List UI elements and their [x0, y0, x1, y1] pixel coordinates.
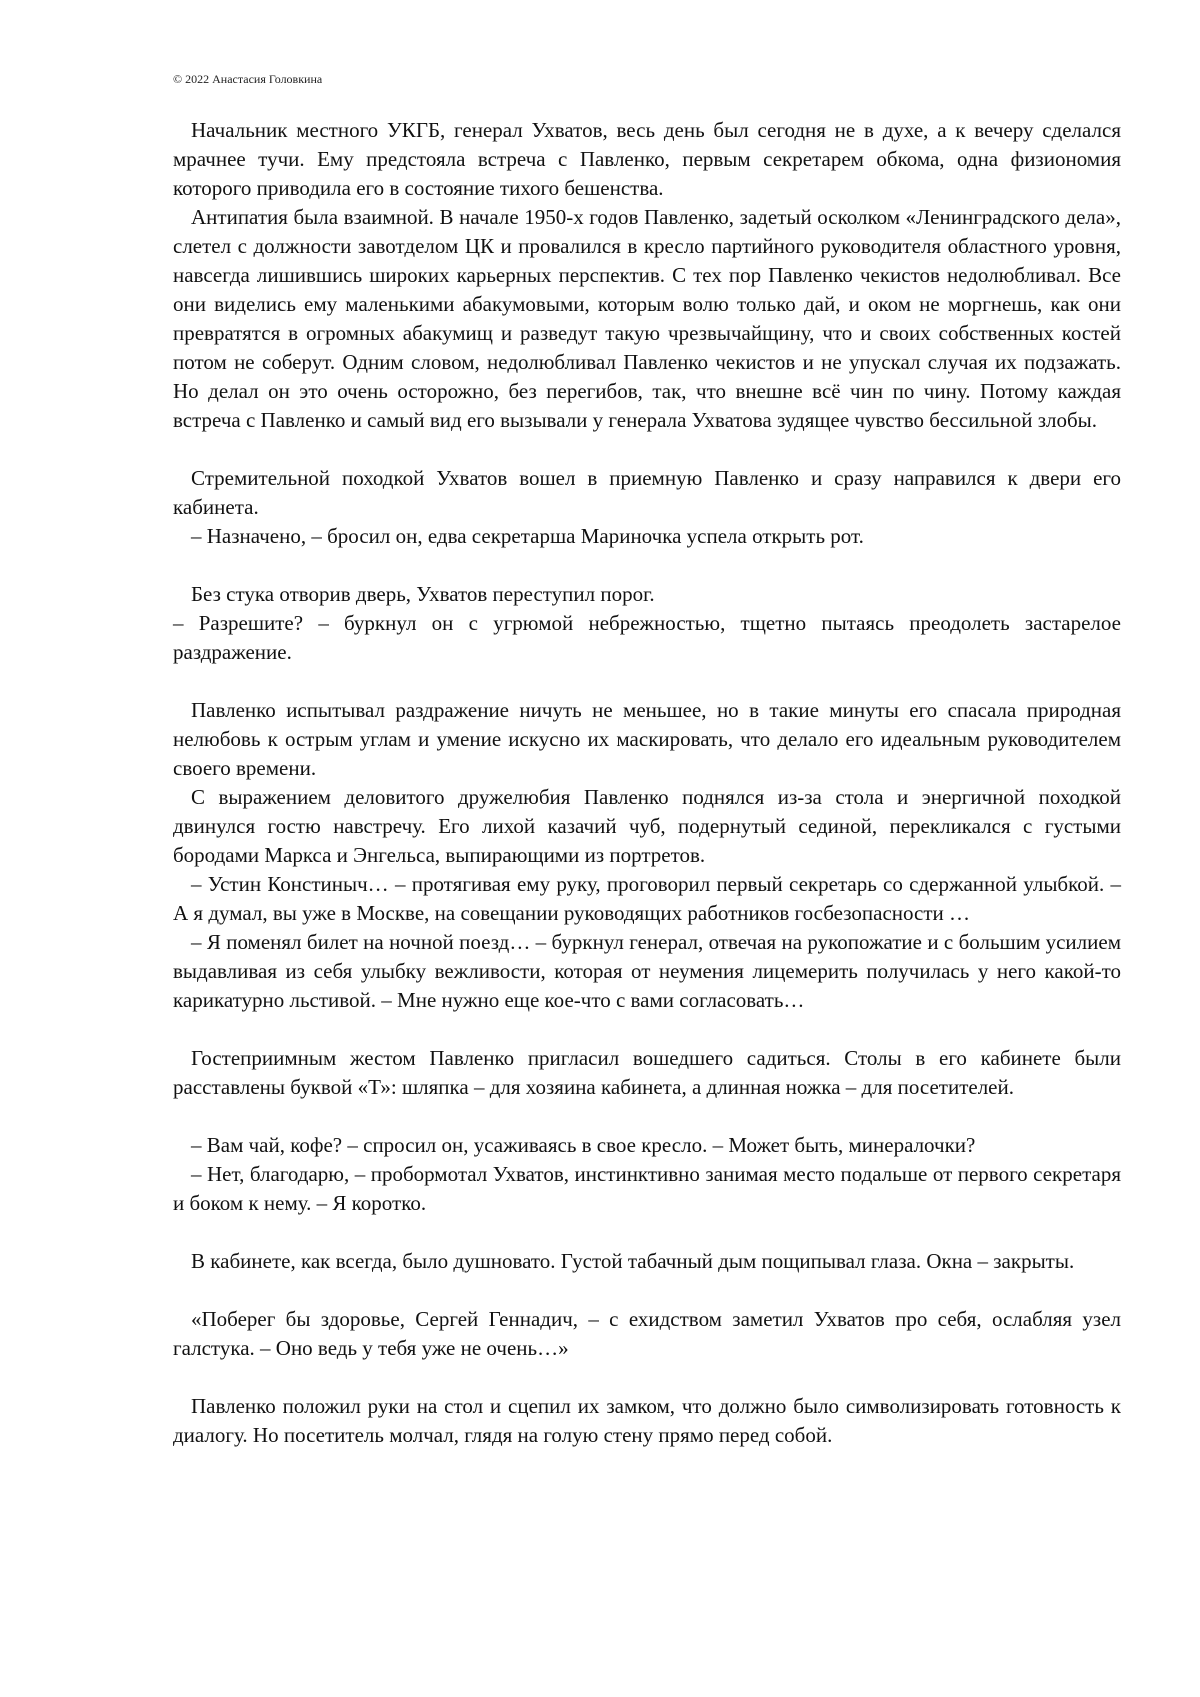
- paragraph: – Устин Констиныч… – протягивая ему руку, проговорил первый секретарь со сдержанной улыбкой. – А я думал, вы уже в Москве, на совещании руководящих работников госбезопасности …: [173, 872, 1121, 925]
- paragraph: Начальник местного УКГБ, генерал Ухватов, весь день был сегодня не в духе, а к вечеру сделался мрачнее тучи. Ему предстояла встреча с Павленко, первым секретарем обкома, одна физиономия которого приводила его в состояние тихого бешенства.: [173, 118, 1121, 200]
- paragraph: Павленко испытывал раздражение ничуть не меньшее, но в такие минуты его спасала природная нелюбовь к острым углам и умение искусно их маскировать, что делало его идеальным руководителем своего времени.: [173, 698, 1121, 780]
- paragraph: – Назначено, – бросил он, едва секретарша Мариночка успела открыть рот.: [191, 524, 864, 548]
- copyright-notice: © 2022 Анастасия Головкина: [173, 72, 323, 86]
- paragraph: Стремительной походкой Ухватов вошел в приемную Павленко и сразу направился к двери его кабинета.: [173, 466, 1121, 519]
- paragraph: – Вам чай, кофе? – спросил он, усаживаясь в свое кресло. – Может быть, минералочки?: [191, 1133, 976, 1157]
- paragraph: Антипатия была взаимной. В начале 1950-х годов Павленко, задетый осколком «Ленинградского дела», слетел с должности завотделом ЦК и провалился в кресло партийного руководителя областного уровня, навсегда лишившись широких карьерных перспектив. С тех пор Павленко чекистов недолюбливал. Все они виделись ему маленькими абакумовыми, которым волю только дай, и оком не моргнешь, как они превратятся в огромных абакумищ и разведут такую чрезвычайщину, что и своих собственных костей потом не соберут. Одним словом, недолюбливал Павленко чекистов и не упускал случая их подзажать. Но делал он это очень осторожно, без перегибов, так, что внешне всё чин по чину. Потому каждая встреча с Павленко и самый вид его вызывали у генерала Ухватова зудящее чувство бессильной злобы.: [173, 205, 1121, 432]
- paragraph: – Я поменял билет на ночной поезд… – буркнул генерал, отвечая на рукопожатие и с большим усилием выдавливая из себя улыбку вежливости, которая от неумения лицемерить получилась у него какой-то карикатурно льстивой. – Мне нужно еще кое-что с вами согласовать…: [173, 930, 1121, 1012]
- paragraph: – Разрешите? – буркнул он с угрюмой небрежностью, тщетно пытаясь преодолеть застарелое раздражение.: [173, 611, 1121, 664]
- paragraph: «Поберег бы здоровье, Сергей Геннадич, – с ехидством заметил Ухватов про себя, ослабляя узел галстука. – Оно ведь у тебя уже не очень…»: [173, 1307, 1121, 1360]
- paragraph: Гостеприимным жестом Павленко пригласил вошедшего садиться. Столы в его кабинете были расставлены буквой «Т»: шляпка – для хозяина кабинета, а длинная ножка – для посетителей.: [173, 1046, 1121, 1099]
- paragraph: Без стука отворив дверь, Ухватов переступил порог.: [191, 582, 655, 606]
- paragraph: Павленко положил руки на стол и сцепил их замком, что должно было символизировать готовность к диалогу. Но посетитель молчал, глядя на голую стену прямо перед собой.: [173, 1394, 1121, 1447]
- paragraph: С выражением деловитого дружелюбия Павленко поднялся из-за стола и энергичной походкой двинулся гостю навстречу. Его лихой казачий чуб, подернутый сединой, перекликался с густыми бородами Маркса и Энгельса, выпирающими из портретов.: [173, 785, 1121, 867]
- paragraph: – Нет, благодарю, – пробормотал Ухватов, инстинктивно занимая место подальше от первого секретаря и боком к нему. – Я коротко.: [173, 1162, 1121, 1215]
- document-body: [173, 116, 1121, 1450]
- paragraph: В кабинете, как всегда, было душновато. Густой табачный дым пощипывал глаза. Окна – закрыты.: [191, 1249, 1075, 1273]
